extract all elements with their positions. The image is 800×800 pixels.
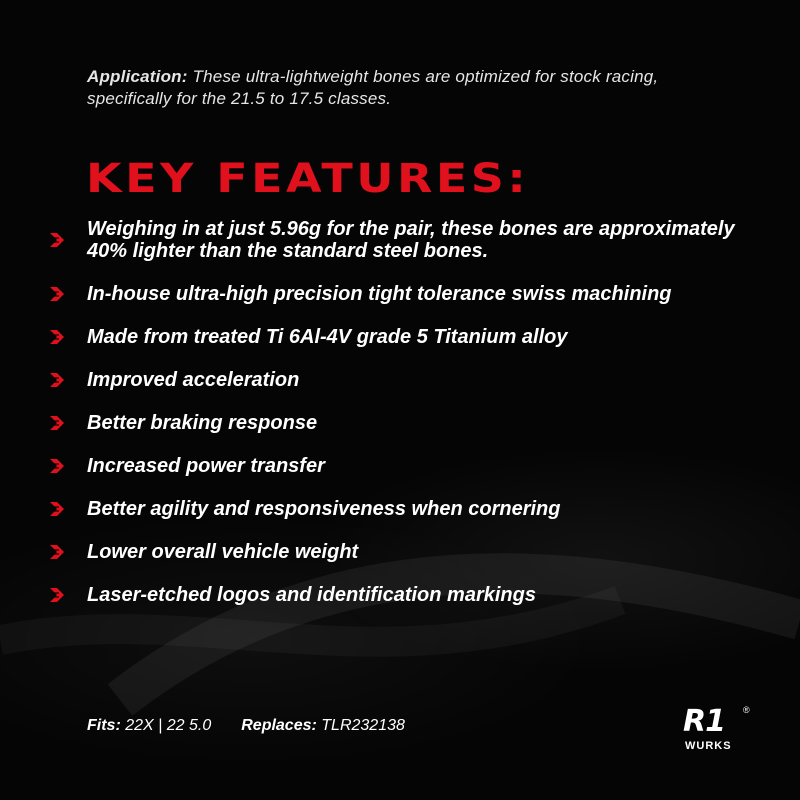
chevron-right-icon — [48, 329, 66, 345]
chevron-right-icon — [48, 501, 66, 517]
feature-text: Better braking response — [87, 412, 318, 434]
replaces-label: Replaces: — [241, 717, 317, 734]
key-features-heading: KEY FEATURES: — [86, 156, 530, 202]
replaces-info — [241, 717, 405, 735]
feature-text: Laser-etched logos and identification markings — [87, 584, 536, 606]
compatibility-footer — [87, 717, 405, 735]
feature-item — [48, 455, 768, 477]
chevron-right-icon — [48, 415, 66, 431]
feature-text: Lower overall vehicle weight — [87, 541, 359, 563]
feature-text: Made from treated Ti 6Al-4V grade 5 Titanium alloy — [87, 326, 568, 348]
fits-label: Fits: — [87, 717, 121, 734]
fits-info — [87, 717, 211, 735]
feature-item — [48, 541, 768, 563]
registered-mark: ® — [743, 705, 750, 715]
feature-text: Improved acceleration — [87, 369, 300, 391]
chevron-right-icon — [48, 458, 66, 474]
feature-item — [48, 283, 768, 305]
feature-item — [48, 369, 768, 391]
chevron-right-icon — [48, 286, 66, 302]
fits-value: 22X | 22 5.0 — [120, 717, 212, 734]
chevron-right-icon — [48, 544, 66, 560]
application-label: Application: — [87, 67, 188, 86]
logo-mark: R1 — [683, 704, 725, 739]
feature-item — [48, 498, 768, 520]
feature-text: Weighing in at just 5.96g for the pair, these bones are approximately 40% lighter than the standard steel bones. — [87, 218, 735, 262]
feature-item — [48, 584, 768, 606]
feature-item — [48, 326, 768, 348]
chevron-right-icon — [48, 372, 66, 388]
application-text: These ultra-lightweight bones are optimized for stock racing, specifically for the 21.5 to 17.5 classes. — [87, 67, 659, 108]
chevron-right-icon — [48, 232, 66, 248]
features-list — [48, 218, 768, 627]
feature-item — [48, 218, 768, 262]
feature-text: Increased power transfer — [87, 455, 325, 477]
feature-text: In-house ultra-high precision tight tolerance swiss machining — [87, 283, 672, 305]
logo-wordmark: WURKS — [685, 740, 732, 752]
feature-item — [48, 412, 768, 434]
r1-wurks-logo — [683, 704, 753, 757]
chevron-right-icon — [48, 587, 66, 603]
replaces-value: TLR232138 — [316, 717, 405, 734]
application-description — [87, 66, 727, 110]
feature-text: Better agility and responsiveness when cornering — [87, 498, 561, 520]
